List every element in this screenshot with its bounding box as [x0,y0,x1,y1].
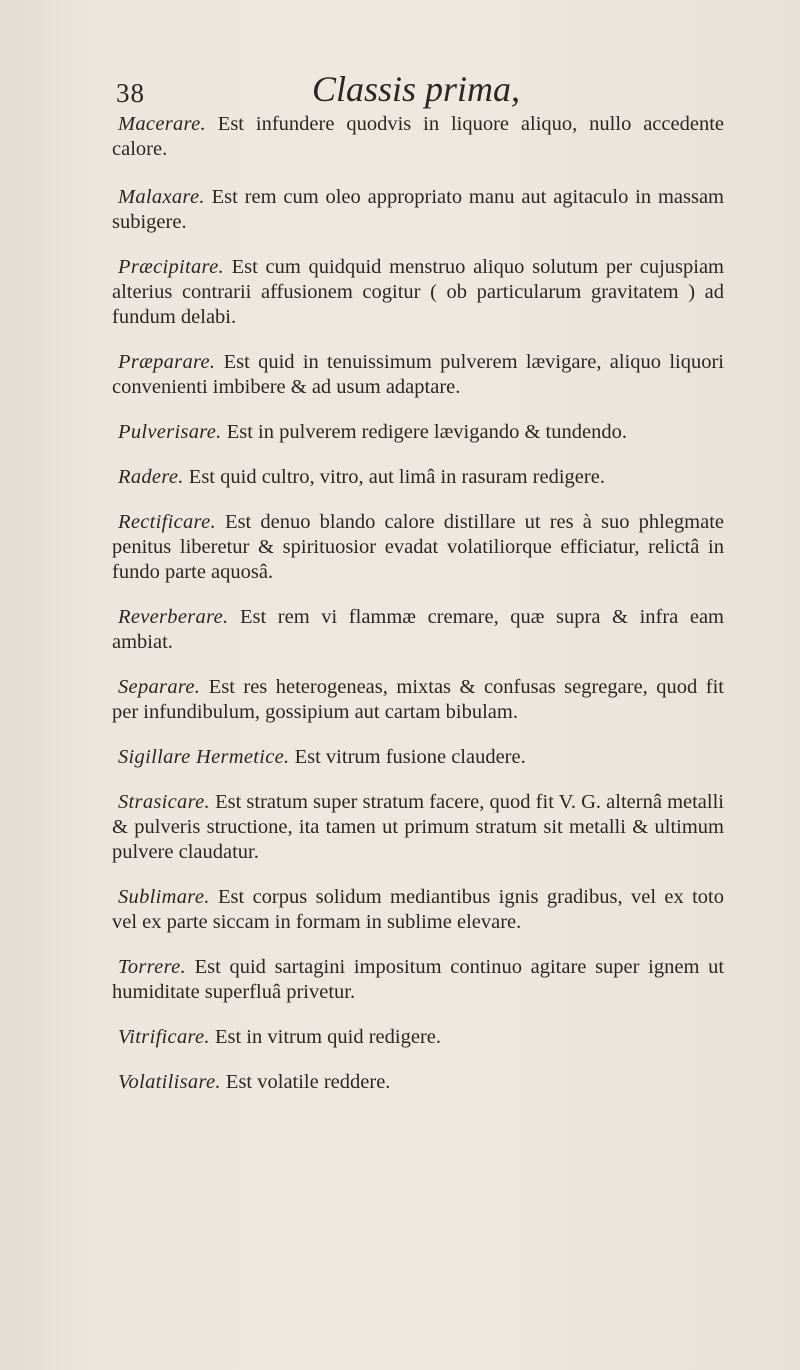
glossary-entry [112,955,724,1005]
entry-term: Macerare. [118,113,206,135]
glossary-entry [112,790,724,865]
entry-definition: Est in pulverem redigere lævigando & tundendo. [226,421,627,443]
glossary-entry [112,745,724,770]
entry-term: Strasicare. [118,791,210,813]
glossary-entry [112,185,724,235]
glossary-entry [112,605,724,655]
entry-term: Reverberare. [118,606,229,628]
glossary-entry [112,350,724,400]
glossary-entries [112,112,724,1115]
entry-definition: Est in vitrum quid redigere. [214,1026,442,1048]
glossary-entry [112,1025,724,1050]
glossary-entry [112,1070,724,1095]
entry-definition: Est volatile reddere. [225,1071,391,1093]
glossary-entry [112,255,724,330]
entry-definition: Est rem vi flammæ cremare, quæ supra & infra eam ambiat. [112,606,724,653]
entry-term: Separare. [118,676,201,698]
running-title: Classis prima, [312,69,521,109]
entry-term: Torrere. [118,956,186,978]
glossary-entry [112,675,724,725]
entry-term: Malaxare. [118,186,205,208]
entry-term: Rectificare. [118,511,216,533]
entry-definition: Est quid cultro, vitro, aut limâ in rasuram redigere. [188,466,605,488]
entry-definition: Est quid sartagini impositum continuo agitare super ignem ut humiditate superfluâ privetur. [112,956,725,1003]
entry-definition: Est cum quidquid menstruo aliquo solutum per cujuspiam alterius contrarii affusionem cogitur ( ob particularum gravitatem ) ad fundum delabi. [112,256,725,328]
entry-term: Radere. [118,466,184,488]
entry-definition: Est infundere quodvis in liquore aliquo, nullo accedente calore. [112,113,724,160]
entry-term: Pulverisare. [118,421,222,443]
page-header [112,68,712,114]
entry-term: Præcipitare. [118,256,224,278]
entry-term: Præparare. [118,351,216,373]
entry-definition: Est quid in tenuissimum pulverem lævigare, aliquo liquori convenienti imbibere & ad usum adaptare. [112,351,724,398]
page-number: 38 [116,78,145,108]
glossary-entry [112,885,724,935]
entry-definition: Est stratum super stratum facere, quod fit V. G. alternâ metalli & pulveris structione, ita tamen ut primum stratum sit metalli & ultimum pulvere claudatur. [112,791,724,863]
entry-definition: Est vitrum fusione claudere. [294,746,526,768]
entry-definition: Est res heterogeneas, mixtas & confusas segregare, quod fit per infundibulum, gossipium aut cartam bibulam. [112,676,724,723]
glossary-entry [112,420,724,445]
entry-definition: Est corpus solidum mediantibus ignis gradibus, vel ex toto vel ex parte siccam in formam in sublime elevare. [112,886,725,933]
glossary-entry [112,510,724,585]
entry-term: Volatilisare. [118,1071,221,1093]
glossary-entry [112,112,724,162]
entry-term: Vitrificare. [118,1026,210,1048]
entry-definition: Est rem cum oleo appropriato manu aut agitaculo in massam subigere. [112,186,724,233]
entry-term: Sigillare Hermetice. [118,746,290,768]
entry-term: Sublimare. [118,886,210,908]
entry-definition: Est denuo blando calore distillare ut res à suo phlegmate penitus liberetur & spirituosior evadat volatiliorque efficiatur, relictâ in fundo parte aquosâ. [112,511,724,583]
glossary-entry [112,465,724,490]
